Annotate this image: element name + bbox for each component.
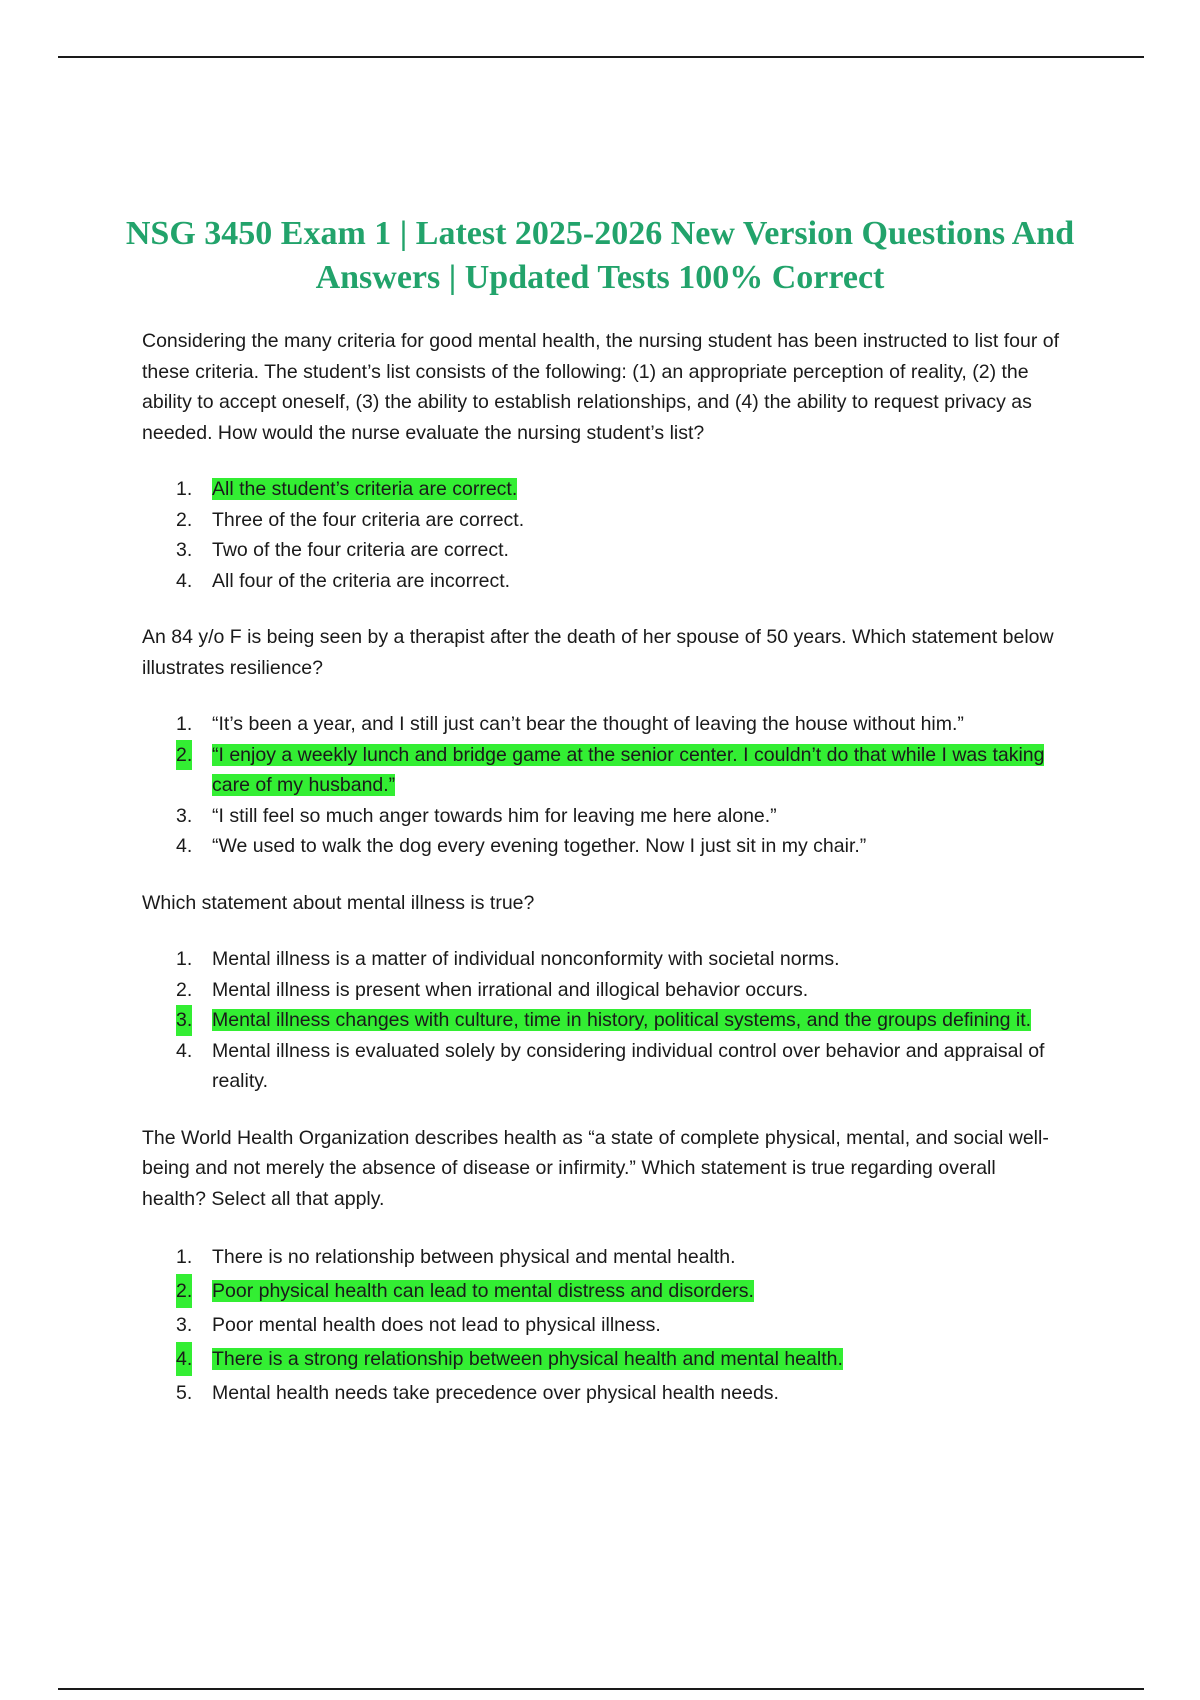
document-title: NSG 3450 Exam 1 | Latest 2025-2026 New Version Questions And Answers | Updated Tests 100% Correct xyxy=(125,215,1075,296)
option-item xyxy=(142,505,1062,536)
option-text: “We used to walk the dog every evening together. Now I just sit in my chair.” xyxy=(212,835,867,857)
option-item xyxy=(142,1342,1062,1376)
document-body xyxy=(142,326,1062,1436)
option-item xyxy=(142,1308,1062,1342)
correct-answer-highlight: Poor physical health can lead to mental distress and disorders. xyxy=(212,1280,754,1302)
option-text: Mental health needs take precedence over physical health needs. xyxy=(212,1382,779,1404)
correct-answer-highlight: All the student’s criteria are correct. xyxy=(212,478,518,500)
option-text: Three of the four criteria are correct. xyxy=(212,508,525,531)
option-text: Two of the four criteria are correct. xyxy=(212,539,509,561)
option-number: 3. xyxy=(176,804,193,827)
correct-answer-highlight: “I enjoy a weekly lunch and bridge game at the senior center. I couldn’t do that while I was taking care of my husband.” xyxy=(212,743,1045,796)
option-number: 1. xyxy=(176,948,193,970)
question-3-options xyxy=(142,944,1062,1097)
option-number: 4. xyxy=(176,1039,193,1062)
option-item xyxy=(142,944,1062,975)
option-item xyxy=(142,831,1062,862)
option-number: 1. xyxy=(176,713,193,735)
question-2-options xyxy=(142,709,1062,862)
correct-answer-highlight: Mental illness changes with culture, time in history, political systems, and the groups defining it. xyxy=(212,1009,1032,1031)
option-number: 3. xyxy=(176,1314,193,1336)
option-text: Mental illness is evaluated solely by considering individual control over behavior and appraisal of reality. xyxy=(212,1039,1045,1092)
option-text: There is no relationship between physical and mental health. xyxy=(212,1246,736,1268)
option-number: 5. xyxy=(176,1382,193,1404)
option-item xyxy=(142,1376,1062,1410)
option-item xyxy=(142,709,1062,740)
correct-answer-highlight: There is a strong relationship between physical health and mental health. xyxy=(212,1348,843,1370)
question-3-text: Which statement about mental illness is true? xyxy=(142,891,535,914)
option-item xyxy=(142,535,1062,566)
option-number: 4. xyxy=(176,1342,192,1376)
option-text: All four of the criteria are incorrect. xyxy=(212,569,511,592)
option-text: Poor mental health does not lead to physical illness. xyxy=(212,1314,661,1336)
option-number: 4. xyxy=(176,835,193,857)
option-item xyxy=(142,1005,1062,1036)
option-text: “It’s been a year, and I still just can’t bear the thought of leaving the house without him.” xyxy=(212,713,964,735)
question-4-options xyxy=(142,1240,1062,1410)
option-text: Mental illness is a matter of individual nonconformity with societal norms. xyxy=(212,948,840,970)
question-1-options xyxy=(142,474,1062,596)
option-number: 4. xyxy=(176,569,193,592)
top-rule xyxy=(58,56,1144,58)
option-text: Mental illness is present when irrational and illogical behavior occurs. xyxy=(212,978,809,1001)
option-number: 1. xyxy=(176,1246,193,1268)
option-number: 2. xyxy=(176,508,193,531)
option-item xyxy=(142,740,1062,801)
option-number: 2. xyxy=(176,740,192,771)
option-item xyxy=(142,566,1062,597)
option-item xyxy=(142,474,1062,505)
option-number: 3. xyxy=(176,1005,192,1036)
option-item xyxy=(142,1274,1062,1308)
option-item xyxy=(142,1036,1062,1097)
option-number: 2. xyxy=(176,1274,192,1308)
question-1-text: Considering the many criteria for good mental health, the nursing student has been instructed to list four of these criteria. The student’s list consists of the following: (1) an appropriate perception of reality, (2) the ability to accept oneself, (3) the ability to establish relationships, and (4) the ability to request privacy as needed. How would the nurse evaluate the nursing student’s list? xyxy=(142,330,1060,444)
option-number: 1. xyxy=(176,478,193,500)
option-item xyxy=(142,1240,1062,1274)
question-4-text: The World Health Organization describes health as “a state of complete physical, mental, and social well-being and not merely the absence of disease or infirmity.” Which statement is true regarding overall health? Select all that apply. xyxy=(142,1126,1049,1210)
option-item xyxy=(142,801,1062,832)
option-number: 3. xyxy=(176,539,193,561)
question-2-text: An 84 y/o F is being seen by a therapist after the death of her spouse of 50 years. Which statement below illustrates resilience? xyxy=(142,626,1054,679)
bottom-rule xyxy=(58,1688,1144,1690)
option-item xyxy=(142,975,1062,1006)
option-number: 2. xyxy=(176,978,193,1001)
option-text: “I still feel so much anger towards him for leaving me here alone.” xyxy=(212,804,777,827)
